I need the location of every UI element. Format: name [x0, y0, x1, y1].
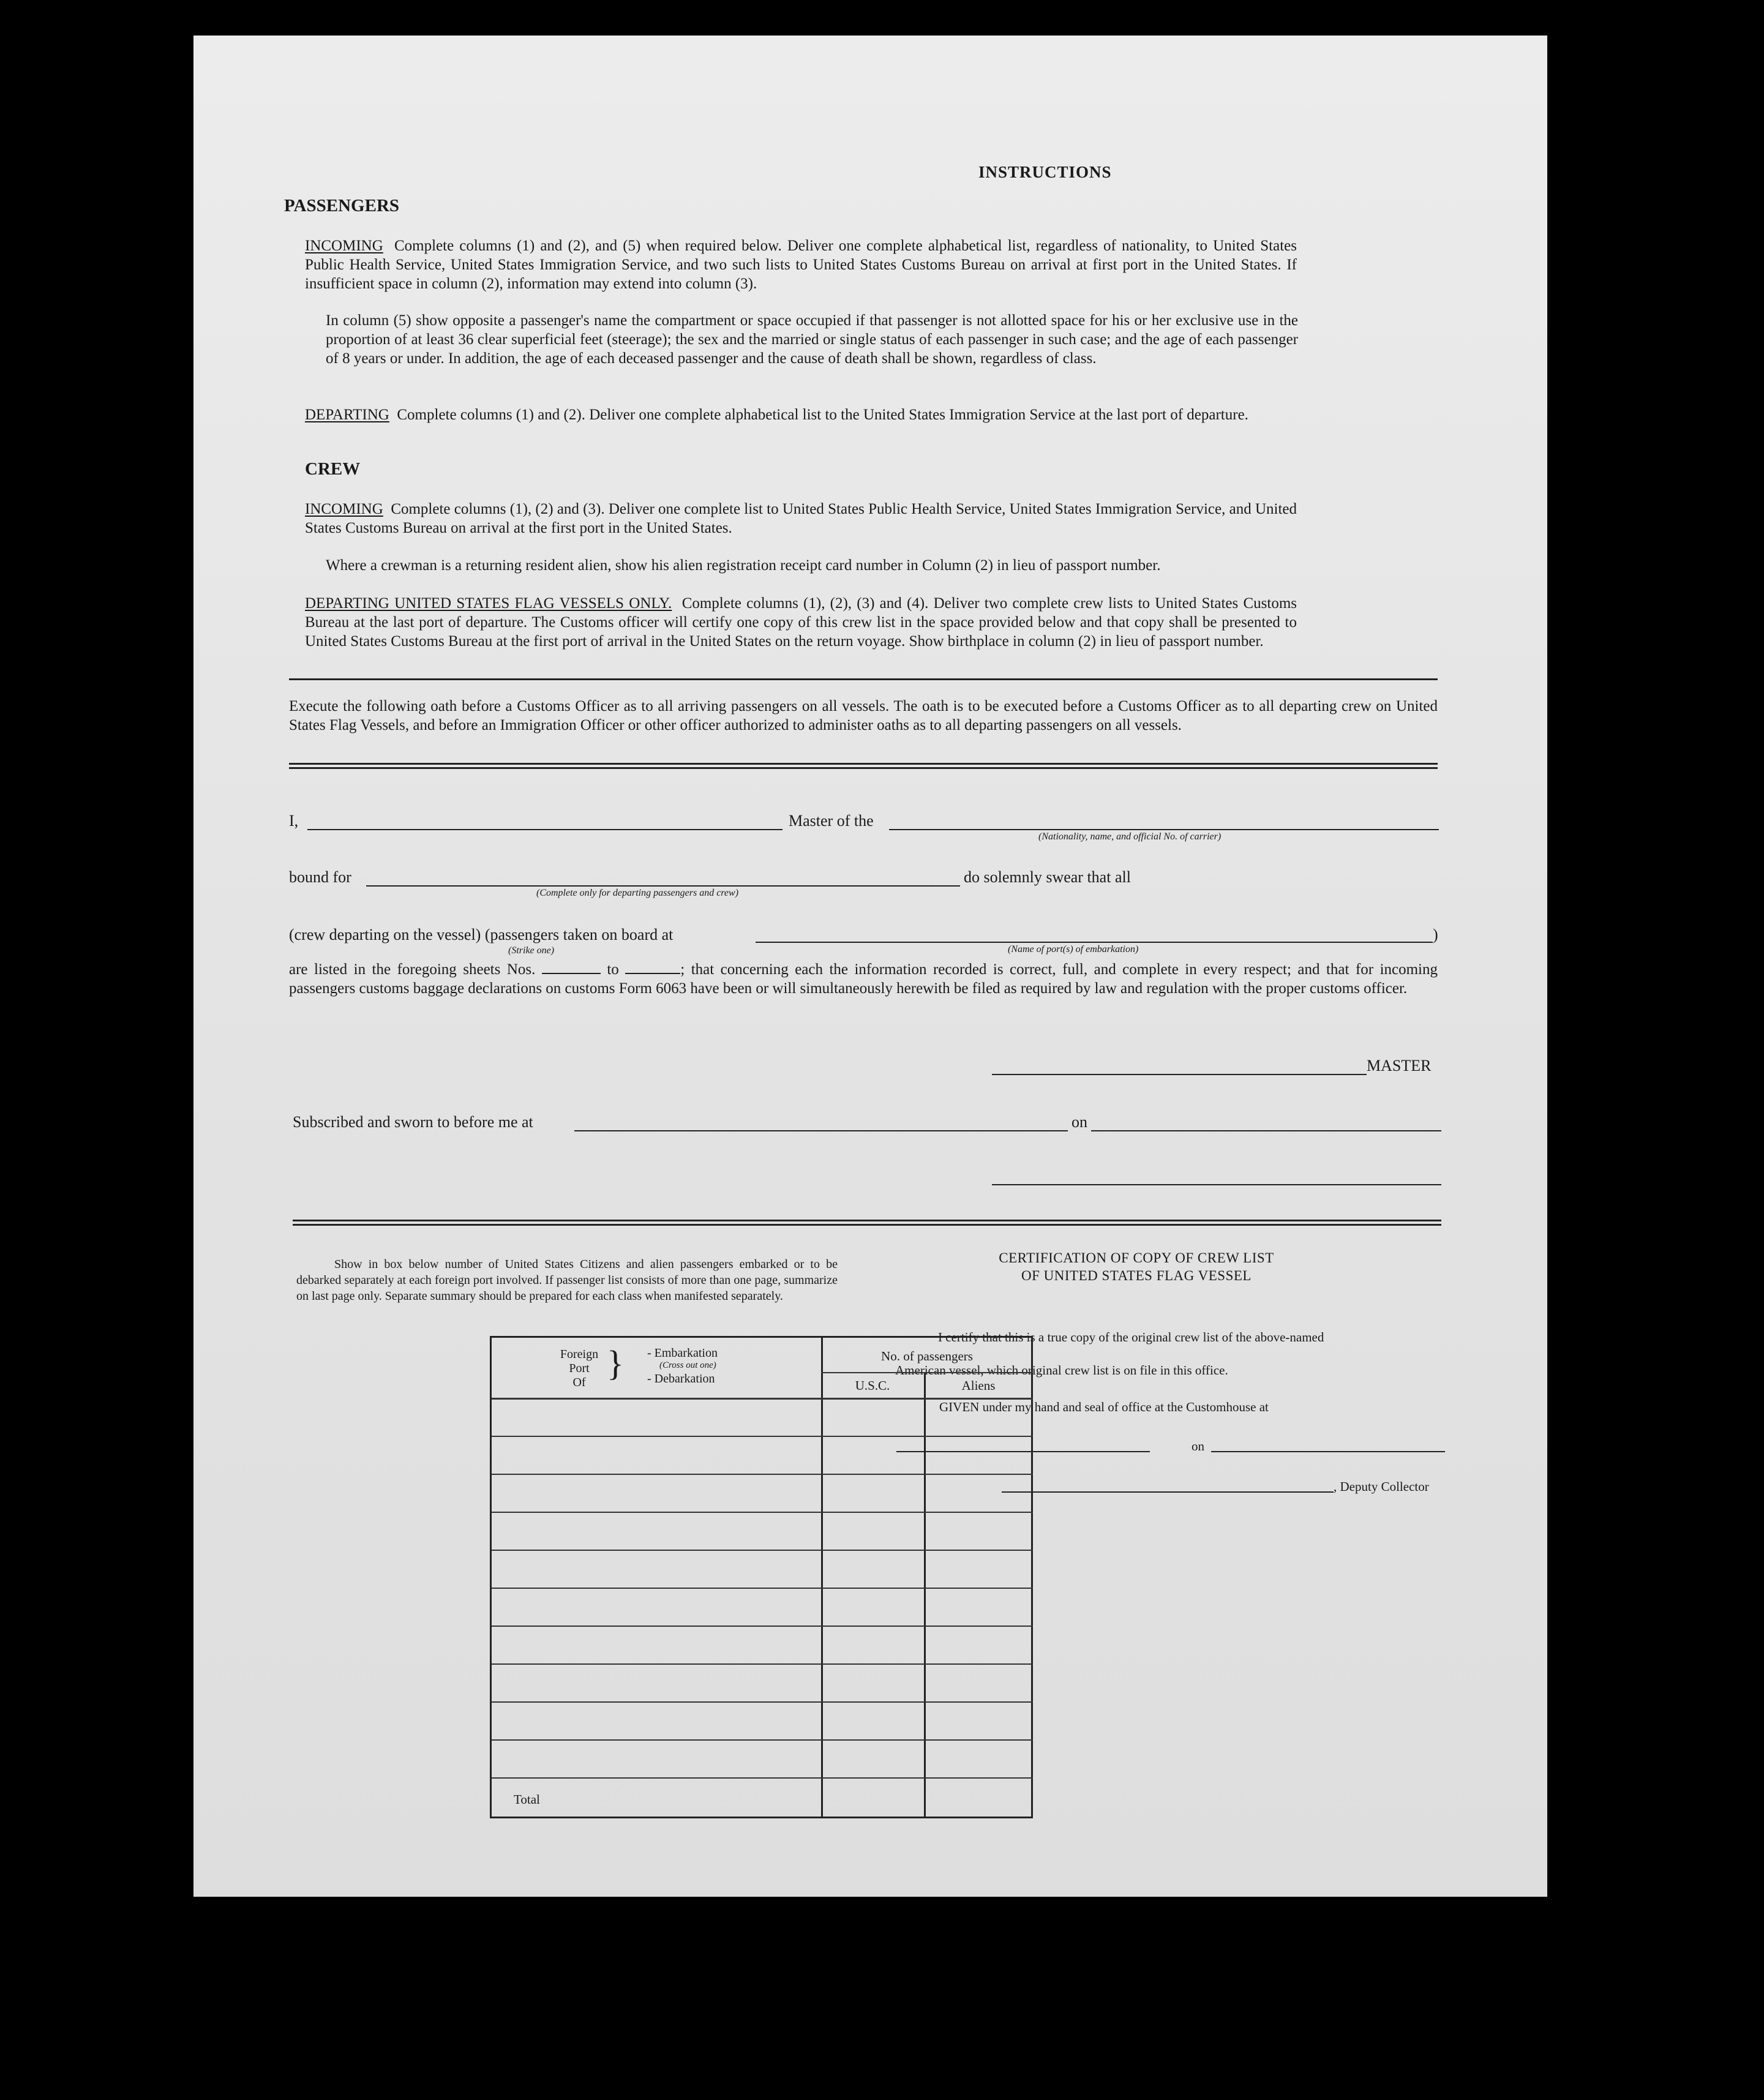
- brace-icon: }: [607, 1343, 624, 1383]
- usc-header: U.S.C.: [855, 1378, 890, 1393]
- ports-line: [756, 942, 1433, 943]
- certification-title-line2: OF UNITED STATES FLAG VESSEL: [1021, 1268, 1252, 1283]
- certification-title: [934, 1249, 1338, 1284]
- table-row: [492, 1739, 1033, 1741]
- master-label: MASTER: [1367, 1057, 1432, 1074]
- sworn-on-label: on: [1072, 1113, 1087, 1131]
- subscribed-label: Subscribed and sworn to before me at: [293, 1113, 533, 1131]
- crew-incoming-label: INCOMING: [305, 501, 383, 517]
- master-of-the-label: Master of the: [789, 812, 874, 830]
- officer-signature-line: [992, 1184, 1441, 1185]
- page-title: INSTRUCTIONS: [978, 163, 1112, 181]
- passengers-incoming-label: INCOMING: [305, 238, 383, 254]
- carrier-caption: (Nationality, name, and official No. of carrier): [1038, 831, 1222, 842]
- sworn-place-line: [574, 1130, 1068, 1131]
- table-row: [492, 1474, 1033, 1475]
- divider: [289, 678, 1438, 680]
- passengers-heading: PASSENGERS: [284, 196, 400, 216]
- sheet-to-line: [625, 973, 680, 974]
- debarkation-label: - Debarkation: [647, 1372, 715, 1386]
- table-row: [492, 1550, 1033, 1551]
- summary-note: Show in box below number of United States Citizens and alien passengers embarked or to be debarked separately at each foreign port involved. If passenger list consists of more than one page, summarize on last page only. Separate summary should be prepared for each class when manifested separately.: [296, 1258, 838, 1303]
- certification-title-line1: CERTIFICATION OF COPY OF CREW LIST: [999, 1250, 1274, 1266]
- table-row: [492, 1436, 1033, 1437]
- oath-i-label: I,: [289, 812, 299, 830]
- divider: [293, 1220, 1441, 1226]
- ports-caption: (Name of port(s) of embarkation): [1008, 944, 1139, 954]
- strike-one-caption: (Strike one): [508, 945, 555, 956]
- table-row: [492, 1701, 1033, 1703]
- passengers-incoming-text: Complete columns (1) and (2), and (5) when required below. Deliver one complete alphabetical list, regardless of nationality, to United States Public Health Service, United States Immigration Service, and two such lists to United States Customs Bureau on arrival at first port in the United States. If insufficient space in column (2), information may extend into column (3).: [305, 238, 1297, 292]
- table-row: [492, 1663, 1033, 1665]
- divider: [289, 763, 1438, 769]
- summary-table: [490, 1336, 1033, 1818]
- crew-departing-text: Complete columns (1), (2), (3) and (4). Deliver two complete crew lists to United States Customs Bureau at the last port of departure. The Customs officer will certify one copy of this crew list in the space provided below and that copy shall be presented to United States Customs Bureau at the first port of arrival in the United States on the return voyage. Show birthplace in column (2) in lieu of passport number.: [305, 595, 1297, 650]
- crew-incoming-text: Complete columns (1), (2) and (3). Deliver one complete list to United States Public Health Service, United States Immigration Service, and United States Customs Bureau on arrival at the first port in the United States.: [305, 501, 1297, 536]
- crew-incoming-paragraph: [305, 500, 1297, 538]
- foreign-port-of-label: Foreign Port Of: [560, 1348, 599, 1389]
- swear-text: do solemnly swear that all: [964, 868, 1131, 886]
- document-page: [193, 36, 1547, 1897]
- certify-text: I certify that this is a true copy of the original crew list of the above-named: [938, 1330, 1324, 1344]
- passengers-departing-label: DEPARTING: [305, 407, 389, 423]
- oath-intro: Execute the following oath before a Customs Officer as to all arriving passengers on all vessels. The oath is to be executed before a Customs Officer as to all departing crew on United States Flag Vessels, and before an Immigration Officer or other officer authorized to administer oaths as to all departing passengers on all vessels.: [289, 698, 1438, 733]
- passengers-departing-paragraph: [305, 405, 1297, 424]
- bound-for-label: bound for: [289, 868, 351, 886]
- master-name-line: [307, 829, 783, 830]
- cross-out-caption: (Cross out one): [659, 1360, 716, 1370]
- crew-departing-label: DEPARTING UNITED STATES FLAG VESSELS ONLY.: [305, 595, 672, 612]
- passengers-departing-text: Complete columns (1) and (2). Deliver one complete alphabetical list to the United States Immigration Service at the last port of departure.: [397, 407, 1248, 423]
- listed-paragraph: [289, 960, 1438, 998]
- crew-departing-paragraph: [305, 594, 1297, 651]
- carrier-line: [889, 829, 1439, 830]
- listed-to: to: [607, 961, 619, 978]
- bound-for-line: [366, 885, 960, 887]
- listed-text-b: ; that concerning each the information recorded is correct, full, and complete in every respect; and that for incoming passengers customs baggage declarations on customs Form 6063 have been or will simultaneously herewith be filed as required by law and regulation with the proper customs officer.: [289, 961, 1438, 997]
- close-paren: ): [1433, 926, 1438, 943]
- no-passengers-header: No. of passengers: [881, 1349, 973, 1363]
- deputy-signature-line: [1002, 1491, 1334, 1493]
- deputy-collector-label: , Deputy Collector: [1334, 1479, 1429, 1494]
- table-divider: [821, 1338, 823, 1817]
- cert-date-line: [1211, 1451, 1445, 1452]
- crew-passengers-text: (crew departing on the vessel) (passengers taken on board at: [289, 926, 674, 943]
- table-divider: [492, 1398, 1033, 1400]
- bound-caption: (Complete only for departing passengers and crew): [536, 888, 739, 898]
- american-text: American vessel, which original crew list is on file in this office.: [895, 1363, 1228, 1378]
- embarkation-label: - Embarkation: [647, 1346, 718, 1360]
- table-divider: [924, 1372, 926, 1817]
- table-divider: [821, 1372, 1033, 1373]
- table-row: [492, 1588, 1033, 1589]
- passengers-incoming-paragraph: [305, 236, 1297, 293]
- sheet-from-line: [542, 973, 601, 974]
- cert-on-label: on: [1192, 1439, 1204, 1453]
- table-row: [492, 1777, 1033, 1779]
- sworn-date-line: [1091, 1130, 1441, 1131]
- column5-paragraph: In column (5) show opposite a passenger's name the compartment or space occupied if that passenger is not allotted space for his or her exclusive use in the proportion of at least 36 clear superficial feet (steerage); the sex and the married or single status of each passenger in such case; and the age of each passenger of 8 years or under. In addition, the age of each deceased passenger and the cause of death shall be shown, regardless of class.: [326, 312, 1298, 367]
- table-row: [492, 1626, 1033, 1627]
- master-signature-line: [992, 1074, 1367, 1075]
- crew-resident-paragraph: Where a crewman is a returning resident alien, show his alien registration receipt card number in Column (2) in lieu of passport number.: [326, 557, 1161, 574]
- total-label: Total: [514, 1792, 540, 1807]
- aliens-header: Aliens: [961, 1378, 996, 1393]
- crew-heading: CREW: [305, 459, 361, 479]
- table-row: [492, 1512, 1033, 1513]
- given-text: GIVEN under my hand and seal of office at the Customhouse at: [939, 1400, 1269, 1414]
- listed-text-a: are listed in the foregoing sheets Nos.: [289, 961, 536, 978]
